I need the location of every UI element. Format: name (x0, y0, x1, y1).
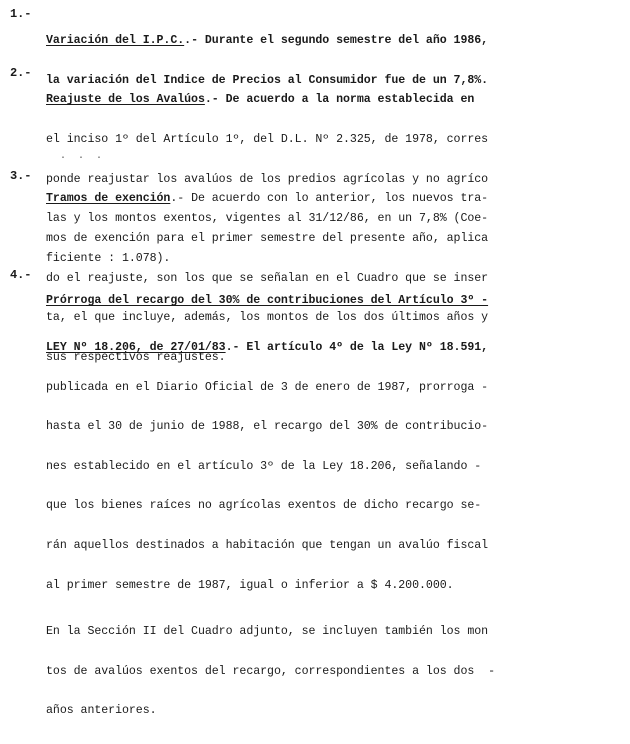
section-3-line-2: mos de exención para el primer semestre del presente año, aplica (46, 232, 489, 245)
section-4-line-4: nes establecido en el artículo 3º de la Ley 18.206, señalando - (46, 459, 482, 473)
section-4-para2-line-1: En la Sección II del Cuadro adjunto, se incluyen también los mon (46, 625, 489, 639)
section-2-line-3: ponde reajustar los avalúos de los predios agrícolas y no agríco (46, 172, 489, 186)
section-4-line-5: que los bienes raíces no agrícolas exentos de dicho recargo se- (46, 499, 482, 513)
section-4-body (46, 268, 624, 744)
section-1-title: Variación del I.P.C. (46, 34, 185, 48)
section-4-para2-line-2: tos de avalúos exentos del recargo, correspondientes a los dos - (46, 664, 495, 678)
scan-speckles: · · · (60, 153, 106, 164)
section-2-line-2: el inciso 1º del Artículo 1º, del D.L. Nº 2.325, de 1978, corres (46, 133, 489, 146)
section-1-number: 1.- (10, 7, 32, 21)
section-3-line-4: ta, el que incluye, además, los montos de los dos últimos años y (46, 311, 489, 325)
section-3-title: Tramos de exención (46, 192, 171, 206)
section-4-line-1: LEY Nº 18.206, de 27/01/83.- El artículo 4º de la Ley Nº 18.591, (46, 341, 489, 354)
section-2-number: 2.- (10, 66, 32, 80)
section-4-title: Prórroga del recargo del 30% de contribuciones del Artículo 3º - (46, 294, 489, 308)
section-4-title-line-1 (46, 294, 624, 307)
section-2-title: Reajuste de los Avalúos (46, 93, 205, 107)
section-1-line-2: la variación del Indice de Precios al Consumidor fue de un 7,8%. (46, 74, 489, 87)
section-3-number: 3.- (10, 169, 32, 183)
section-2-line-5: ficiente : 1.078). (46, 251, 171, 265)
section-4-line-2: publicada en el Diario Oficial de 3 de enero de 1987, prorroga - (46, 380, 489, 394)
section-4-line-3: hasta el 30 de junio de 1988, el recargo del 30% de contribucio- (46, 420, 489, 434)
section-2-line-4: las y los montos exentos, vigentes al 31/12/86, en un 7,8% (Coe- (46, 212, 489, 226)
section-4-line-7: al primer semestre de 1987, igual o inferior a $ 4.200.000. (46, 578, 454, 592)
section-4-law-reference: LEY Nº 18.206, de 27/01/83 (46, 341, 226, 354)
section-2-line-1: Reajuste de los Avalúos.- De acuerdo a la norma establecida en (46, 93, 475, 107)
section-3-line-1: Tramos de exención.- De acuerdo con lo anterior, los nuevos tra- (46, 192, 489, 206)
section-1-line-1: Variación del I.P.C..- Durante el segundo semestre del año 1986, (46, 34, 489, 48)
section-4-line-6: rán aquellos destinados a habitación que tengan un avalúo fiscal (46, 538, 489, 552)
section-4-para2-line-3: años anteriores. (46, 704, 157, 718)
section-3-line-5: sus respectivos reajustes. (46, 350, 226, 364)
section-4-number: 4.- (10, 268, 32, 282)
section-3-line-3: do el reajuste, son los que se señalan en el Cuadro que se inser (46, 271, 489, 285)
